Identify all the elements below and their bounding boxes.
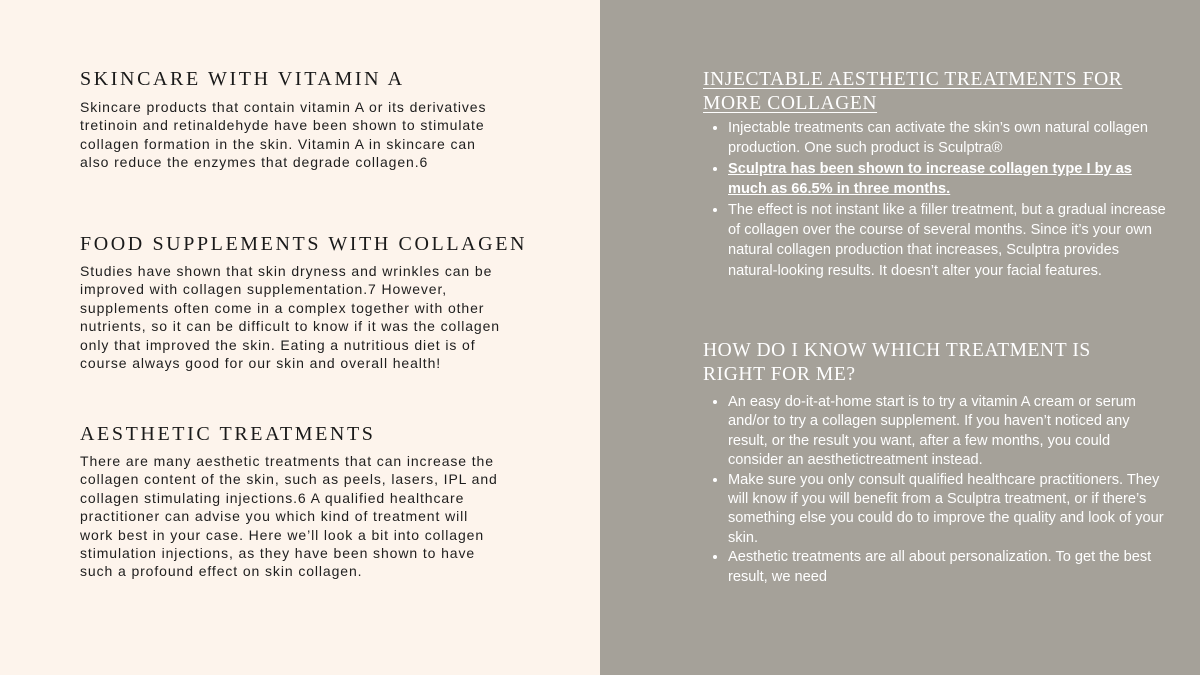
list-item: • Injectable treatments can activate the skin’s own natural collagen production. One such product is Sculptra® [728,118,1168,159]
which-treatment-list [703,393,1168,587]
body-food-supplements: Studies have shown that skin dryness and wrinkles can be improved with collagen supplementation.7 However, supplements often come in a complex together with other nutrients, so it can be difficult to know if it was the collagen only that improved the skin. Eating a nutritious diet is of course always good for our skin and overall health! [80,263,500,372]
body-aesthetic-treatments: There are many aesthetic treatments that can increase the collagen content of the skin, such as peels, lasers, IPL and collagen stimulating injections.6 A qualified healthcare practitioner can advise you which kind of treatment will work best in your case. Here we’ll look a bit into collagen stimulation injections, as they have been shown to have such a profound effect on skin collagen. [80,453,498,580]
heading-injectable-treatments: INJECTABLE AESTHETIC TREATMENTS FOR MORE COLLAGEN [703,69,1123,114]
body-skincare-vitamin-a: Skincare products that contain vitamin A or its derivatives tretinoin and retinaldehyde have been shown to stimulate collagen formation in the skin. Vitamin A in skincare can also reduce the enzymes that degrade collagen.6 [80,99,487,171]
list-item: • Make sure you only consult qualified healthcare practitioners. They will know if you will benefit from a Sculptra treatment, or if there’s something else you could do to improve the quality and look of your skin. [728,471,1168,549]
heading-aesthetic-treatments: AESTHETIC TREATMENTS [80,423,376,445]
list-item: • Sculptra has been shown to increase collagen type I by as much as 66.5% in three months. [728,159,1168,200]
heading-skincare-vitamin-a: SKINCARE WITH VITAMIN A [80,68,405,90]
heading-which-treatment: HOW DO I KNOW WHICH TREATMENT IS RIGHT FOR ME? [703,340,1091,385]
injectable-treatments-list [703,118,1168,281]
list-item: • An easy do-it-at-home start is to try a vitamin A cream or serum and/or to try a collagen supplement. If you haven’t noticed any result, or the result you want, after a few months, you could consider an aesthetictreatment instead. [728,393,1168,471]
list-item: • The effect is not instant like a filler treatment, but a gradual increase of collagen over the course of several months. Since it’s your own natural collagen production that increases, Sculptra provides natural-looking results. It doesn’t alter your facial features. [728,200,1168,282]
heading-food-supplements: FOOD SUPPLEMENTS WITH COLLAGEN [80,233,528,255]
list-item: • Aesthetic treatments are all about personalization. To get the best result, we need [728,548,1168,587]
